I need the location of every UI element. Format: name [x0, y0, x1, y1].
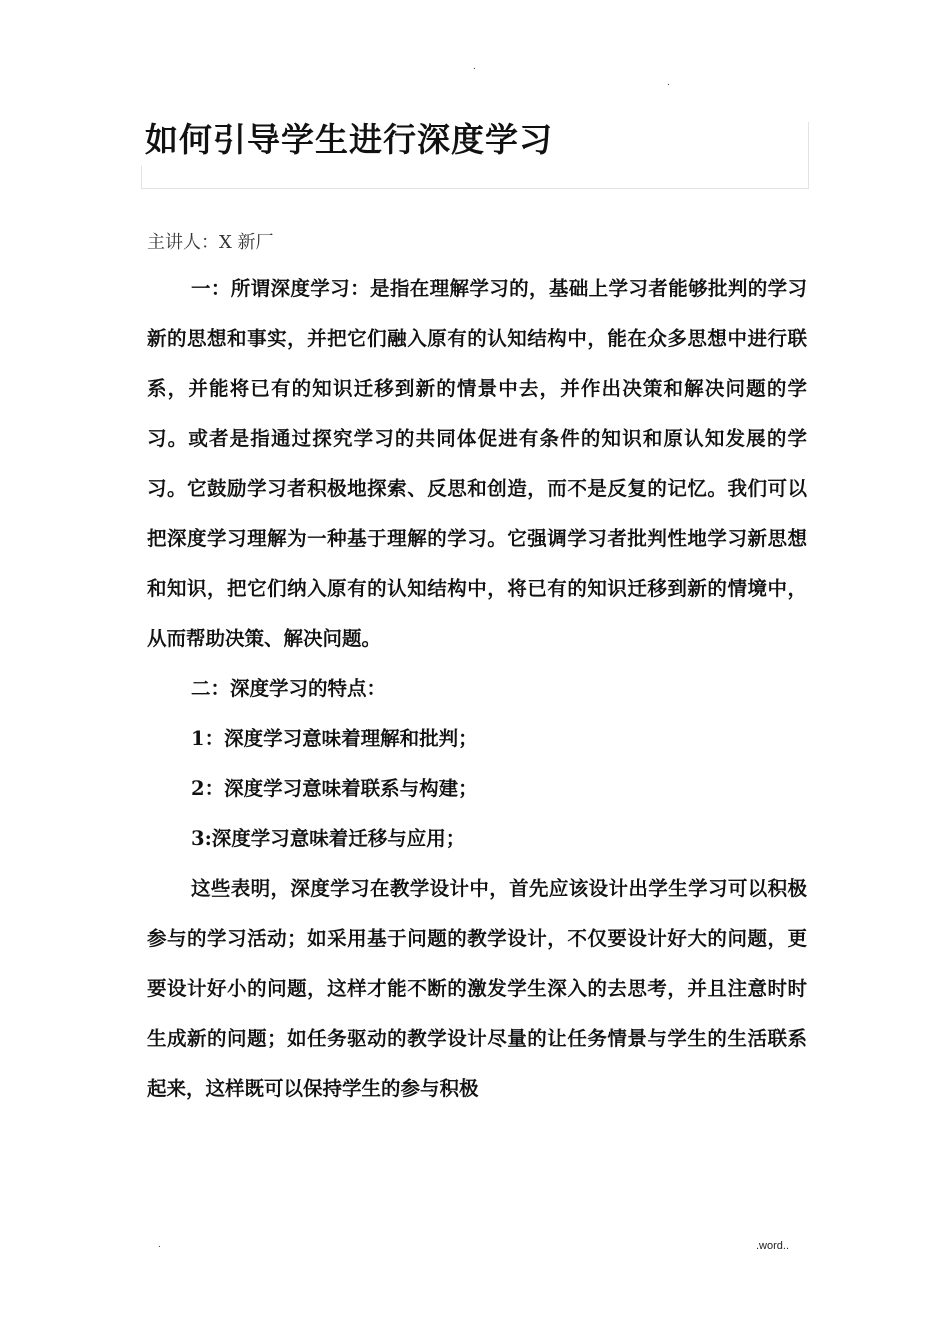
page-title: 如何引导学生进行深度学习	[145, 120, 553, 159]
document-body	[147, 264, 807, 1114]
list-item-feature-1: 1：深度学习意味着理解和批判；	[191, 727, 478, 750]
footer-dot: .	[158, 1239, 161, 1250]
paragraph-design: 这些表明，深度学习在教学设计中，首先应该设计出学生学习可以积极参与的学习活动；如采用基于问题的教学设计，不仅要设计好大的问题，更要设计好小的问题，这样才能不断的激发学生深入的去思考，并且注意时时生成新的问题；如任务驱动的教学设计尽量的让任务情景与学生的生活联系起来，这样既可以保持学生的参与积极	[147, 877, 807, 1100]
header-dot-left: .	[473, 61, 476, 72]
paragraph-features-heading: 二：深度学习的特点：	[191, 677, 387, 700]
title-frame	[141, 122, 809, 189]
list-item-feature-2: 2：深度学习意味着联系与构建；	[191, 777, 478, 800]
paragraph-definition: 一：所谓深度学习：是指在理解学习的，基础上学习者能够批判的学习新的思想和事实，并把它们融入原有的认知结构中，能在众多思想中进行联系，并能将已有的知识迁移到新的情景中去，并作出决策和解决问题的学习。或者是指通过探究学习的共同体促进有条件的知识和原认知发展的学习。它鼓励学习者积极地探索、反思和创造，而不是反复的记忆。我们可以把深度学习理解为一种基于理解的学习。它强调学习者批判性地学习新思想和知识，把它们纳入原有的认知结构中，将已有的知识迁移到新的情境中，从而帮助决策、解决问题。	[147, 277, 807, 650]
footer-word-mark: .word..	[756, 1240, 790, 1252]
list-item-feature-3: 3:深度学习意味着迁移与应用；	[191, 827, 466, 850]
header-dot-right: .	[667, 77, 670, 88]
speaker-line: 主讲人：X 新厂	[147, 232, 274, 253]
